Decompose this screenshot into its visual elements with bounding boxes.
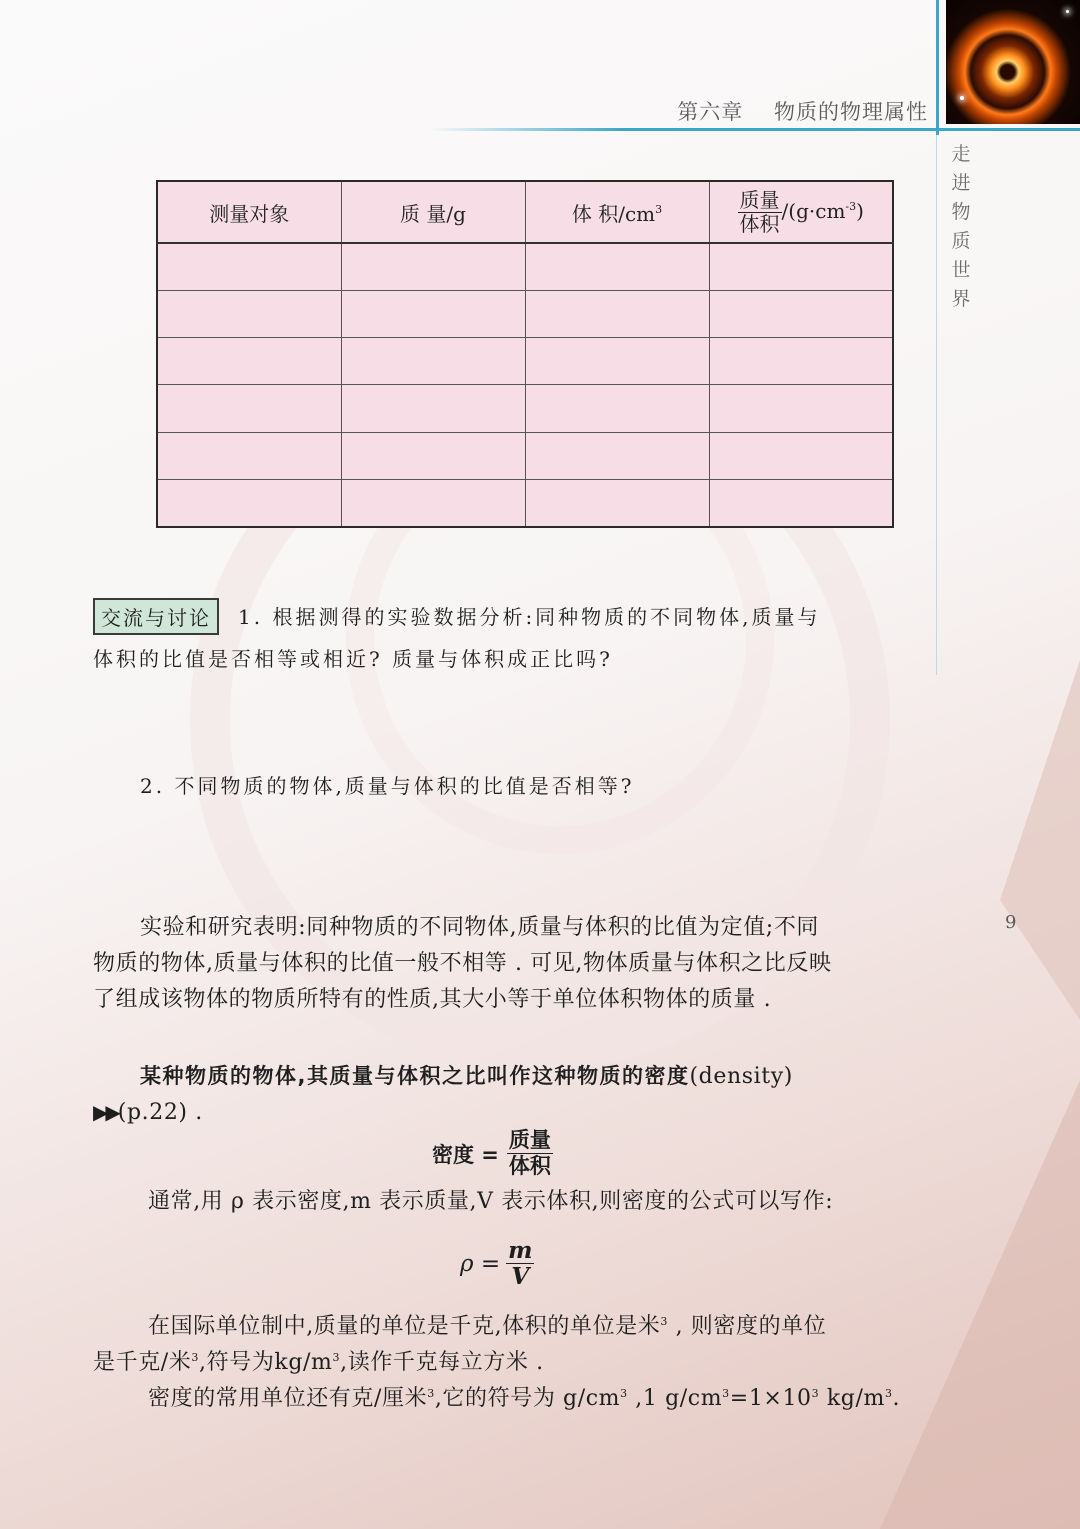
- table-row: [157, 385, 893, 432]
- chapter-title: 第六章 物质的物理属性: [677, 100, 928, 124]
- definition-text: 某种物质的物体,其质量与体积之比叫作这种物质的密度: [140, 1064, 690, 1088]
- page-reference[interactable]: (p.22) .: [117, 1100, 203, 1125]
- table-cell[interactable]: [157, 243, 341, 291]
- header-rule: [430, 128, 1080, 131]
- table-cell[interactable]: [525, 338, 709, 385]
- header-object: 测量对象: [157, 181, 341, 243]
- table-cell[interactable]: [341, 338, 525, 385]
- definition-line-1: [140, 1058, 793, 1095]
- side-char: 物: [951, 201, 971, 223]
- table-row: [157, 338, 893, 385]
- question-1-line-1: 1. 根据测得的实验数据分析:同种物质的不同物体,质量与: [238, 605, 821, 629]
- formula-fraction: $\frac{\text{质量}}{\text{体积}}$: [508, 1128, 551, 1178]
- measurement-table: [156, 180, 894, 528]
- side-section-label: [948, 140, 974, 314]
- formula-lhs: ρ =: [460, 1250, 501, 1277]
- side-char: 质: [951, 230, 971, 252]
- table-cell[interactable]: [341, 385, 525, 432]
- ratio-fraction: $\frac{\text{质量}}{\text{体积}}$: [739, 187, 780, 236]
- nebula-photo: [946, 0, 1080, 124]
- table-cell[interactable]: [157, 385, 341, 432]
- table-cell[interactable]: [341, 291, 525, 338]
- question-2: 2. 不同物质的物体,质量与体积的比值是否相等?: [140, 774, 635, 798]
- table-cell[interactable]: [525, 291, 709, 338]
- table-cell[interactable]: [525, 243, 709, 291]
- table-cell[interactable]: [341, 479, 525, 527]
- header-ratio: $\frac{\text{质量}}{\text{体积}}$ $/(g\cdot cm^{-3})$: [709, 181, 893, 243]
- table-cell[interactable]: [157, 291, 341, 338]
- page-number: 9: [1005, 912, 1017, 933]
- density-word-formula: [432, 1128, 553, 1179]
- table-row: [157, 243, 893, 291]
- table-cell[interactable]: [525, 432, 709, 479]
- header-volume: 体 积$/cm^3$: [525, 181, 709, 243]
- formula-fraction: $\frac{m}{V}$: [508, 1237, 533, 1290]
- table-header-row: [157, 181, 893, 243]
- page-ref-arrows-icon: ▶▶: [93, 1100, 118, 1124]
- table-row: [157, 291, 893, 338]
- table-cell[interactable]: [157, 432, 341, 479]
- table-cell[interactable]: [709, 291, 893, 338]
- discussion-tag: 交流与讨论: [93, 598, 219, 635]
- side-char: 进: [951, 172, 971, 194]
- table-cell[interactable]: [709, 243, 893, 291]
- table-cell[interactable]: [157, 479, 341, 527]
- table-cell[interactable]: [341, 243, 525, 291]
- table-cell[interactable]: [525, 385, 709, 432]
- density-symbol-formula: [460, 1238, 534, 1289]
- definition-line-2: [93, 1094, 203, 1131]
- paragraph-4: 密度的常用单位还有克/厘米$^3$,它的符号为 $g/cm^3$ ,1 $g/cm^3=1\times 10^3$ $kg/m^3$.: [148, 1386, 901, 1411]
- table-cell[interactable]: [709, 432, 893, 479]
- paragraph-3-line-1: 在国际单位制中,质量的单位是千克,体积的单位是米$^3$ , 则密度的单位: [148, 1314, 827, 1339]
- side-char: 世: [951, 259, 971, 281]
- table-cell[interactable]: [157, 338, 341, 385]
- paragraph-1-line-3: 了组成该物体的物质所特有的性质,其大小等于单位体积物体的质量 .: [93, 987, 772, 1012]
- table-cell[interactable]: [709, 385, 893, 432]
- margin-rule-thin: [936, 135, 937, 675]
- question-1-line-2: 体积的比值是否相等或相近? 质量与体积成正比吗?: [93, 647, 613, 671]
- paragraph-1-line-1: 实验和研究表明:同种物质的不同物体,质量与体积的比值为定值;不同: [140, 915, 820, 940]
- paragraph-1-line-2: 物质的物体,质量与体积的比值一般不相等 . 可见,物体质量与体积之比反映: [93, 951, 832, 976]
- header-mass: 质 量/g: [341, 181, 525, 243]
- table-row: [157, 432, 893, 479]
- table-cell[interactable]: [341, 432, 525, 479]
- margin-rule: [936, 0, 939, 135]
- definition-term: (density): [689, 1064, 793, 1089]
- paragraph-2: 通常,用 ρ 表示密度,m 表示质量,V 表示体积,则密度的公式可以写作:: [148, 1189, 834, 1214]
- paragraph-3-line-2: 是千克/米$^3$,符号为$kg/m^3$,读作千克每立方米 .: [93, 1350, 544, 1375]
- table-cell[interactable]: [709, 338, 893, 385]
- formula-label: 密度 =: [432, 1142, 499, 1167]
- side-char: 走: [951, 143, 971, 165]
- side-char: 界: [951, 288, 971, 310]
- table-cell[interactable]: [525, 479, 709, 527]
- table-cell[interactable]: [709, 479, 893, 527]
- table-row: [157, 479, 893, 527]
